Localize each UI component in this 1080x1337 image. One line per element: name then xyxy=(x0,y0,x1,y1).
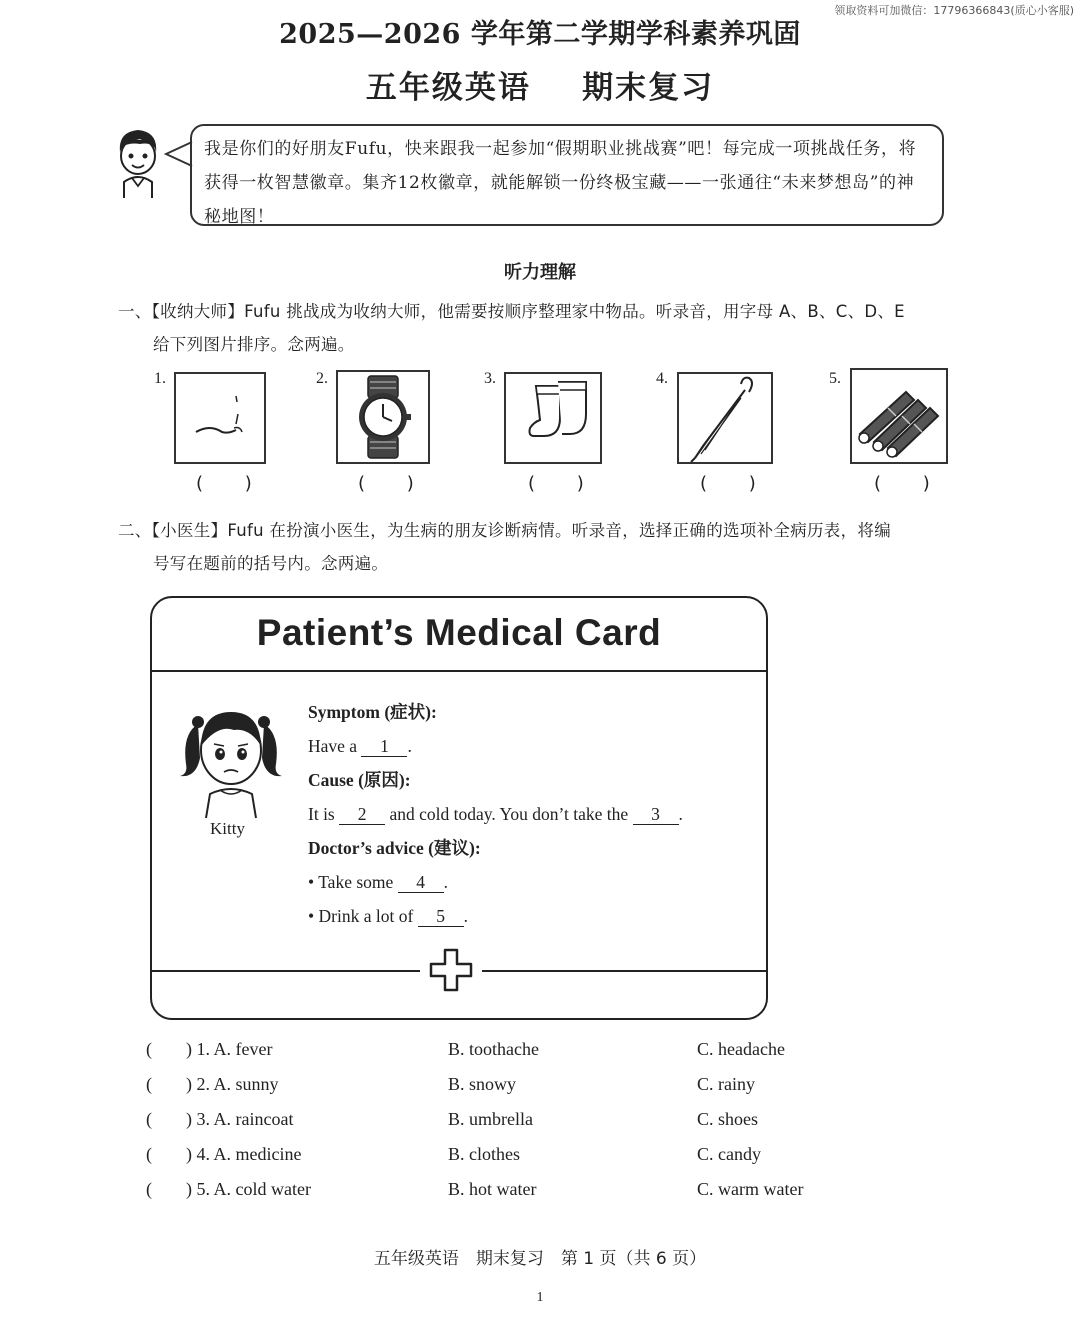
answer-paren-4[interactable]: ( ) xyxy=(700,473,774,494)
cause-text-2: and cold today. You don’t take the xyxy=(389,804,629,824)
option-a: ) 5. A. cold water xyxy=(186,1179,311,1199)
card-divider-bottom-left xyxy=(152,970,420,972)
umbrella-icon xyxy=(679,374,771,462)
option-c: C. headache xyxy=(697,1039,785,1059)
intro-speech-bubble: 我是你们的好朋友Fufu，快来跟我一起参加“假期职业挑战赛”吧！每完成一项挑战任务，将获得一枚智慧徽章。集齐12枚徽章，就能解锁一份终极宝藏——一张通往“未来梦想岛”的神秘地图！ xyxy=(190,124,944,226)
cause-label: Cause (原因): xyxy=(308,770,411,790)
picture-2-frame xyxy=(336,370,430,464)
option-a: ) 1. A. fever xyxy=(186,1039,273,1059)
option-row-4 xyxy=(146,1137,946,1172)
blank-5[interactable]: 5 xyxy=(418,906,464,927)
symptom-line xyxy=(308,732,683,766)
option-c: C. candy xyxy=(697,1144,761,1164)
page-footer: 五年级英语 期末复习 第 1 页（共 6 页） xyxy=(373,1249,707,1269)
option-a: ) 2. A. sunny xyxy=(186,1074,279,1094)
option-c: C. shoes xyxy=(697,1109,759,1129)
picture-5-number: 5. xyxy=(829,370,841,387)
option-b: B. snowy xyxy=(448,1074,517,1094)
option-row-2 xyxy=(146,1067,946,1102)
question-2-line2: 号写在题前的括号内。念两遍。 xyxy=(153,554,389,573)
medical-card-title: Patient’s Medical Card xyxy=(256,612,662,653)
wristwatch-icon xyxy=(338,372,428,462)
blank-2[interactable]: 2 xyxy=(339,804,385,825)
advice-label: Doctor’s advice (建议): xyxy=(308,838,481,858)
answer-paren-1[interactable]: ( ) xyxy=(196,473,270,494)
answer-paren-5[interactable]: ( ) xyxy=(874,473,948,494)
card-divider-bottom-right xyxy=(482,970,766,972)
section-heading-listening: 听力理解 xyxy=(504,262,576,283)
advice-line-2 xyxy=(308,902,683,936)
picture-4-number: 4. xyxy=(656,370,668,387)
answer-paren[interactable]: ( xyxy=(146,1039,152,1059)
symptom-label: Symptom (症状): xyxy=(308,702,437,722)
blank-1[interactable]: 1 xyxy=(361,736,407,757)
picture-1-frame xyxy=(174,372,266,464)
option-b: B. toothache xyxy=(448,1039,539,1059)
cause-text-1: It is xyxy=(308,804,335,824)
unclear-sketch-icon xyxy=(176,374,264,462)
option-b: B. umbrella xyxy=(448,1109,533,1129)
exam-title: 2025—2026 学年第二学期学科素养巩固 xyxy=(279,19,801,50)
question-2-line1: 二、【小医生】Fufu 在扮演小医生，为生病的朋友诊断病情。听录音，选择正确的选项补全病历表，将编 xyxy=(118,521,892,540)
question-2-instructions xyxy=(118,514,958,580)
bullet-icon: • xyxy=(308,906,315,926)
question-1-line2: 给下列图片排序。念两遍。 xyxy=(153,335,355,354)
grade-subject: 五年级英语 xyxy=(365,70,531,106)
option-row-1 xyxy=(146,1032,946,1067)
answer-paren[interactable]: ( xyxy=(146,1179,152,1199)
card-divider-top xyxy=(152,670,766,672)
option-row-3 xyxy=(146,1102,946,1137)
blank-4[interactable]: 4 xyxy=(398,872,444,893)
boy-mascot-icon xyxy=(110,126,166,202)
exam-subtitle xyxy=(0,62,1080,107)
page-number: 1 xyxy=(536,1290,544,1305)
patient-name: Kitty xyxy=(210,819,245,838)
option-a: ) 3. A. raincoat xyxy=(186,1109,294,1129)
answer-paren[interactable]: ( xyxy=(146,1144,152,1164)
advice-line-1 xyxy=(308,868,683,902)
review-label: 期末复习 xyxy=(582,70,715,106)
option-c: C. warm water xyxy=(697,1179,804,1199)
kitty-girl-icon xyxy=(176,700,286,820)
option-b: B. hot water xyxy=(448,1179,537,1199)
bullet-icon: • xyxy=(308,872,315,892)
watermark-text: 领取资料可加微信：17796366843(质心小客服) xyxy=(834,4,1074,17)
option-b: B. clothes xyxy=(448,1144,520,1164)
picture-3-number: 3. xyxy=(484,370,496,387)
cause-line xyxy=(308,800,683,834)
advice-text-1: Take some xyxy=(318,872,394,892)
answer-paren-3[interactable]: ( ) xyxy=(528,473,602,494)
socks-icon xyxy=(506,374,600,462)
picture-3-frame xyxy=(504,372,602,464)
medical-card-body xyxy=(308,698,683,936)
period: . xyxy=(463,906,469,926)
picture-4-frame xyxy=(677,372,773,464)
period: . xyxy=(678,804,683,824)
medical-cross-icon xyxy=(428,947,474,993)
symptom-text: Have a xyxy=(308,736,358,756)
answer-paren[interactable]: ( xyxy=(146,1109,152,1129)
option-row-5 xyxy=(146,1172,946,1207)
picture-2-number: 2. xyxy=(316,370,328,387)
crayons-icon xyxy=(852,370,946,462)
option-c: C. rainy xyxy=(697,1074,755,1094)
blank-3[interactable]: 3 xyxy=(633,804,679,825)
question-1-instructions xyxy=(118,295,958,361)
options-list xyxy=(146,1032,946,1207)
answer-paren-2[interactable]: ( ) xyxy=(358,473,432,494)
picture-1-number: 1. xyxy=(154,370,166,387)
advice-text-2: Drink a lot of xyxy=(318,906,414,926)
picture-5-frame xyxy=(850,368,948,464)
question-1-line1: 一、【收纳大师】Fufu 挑战成为收纳大师，他需要按顺序整理家中物品。听录音，用字母 A、B、C、D、E xyxy=(118,302,905,321)
option-a: ) 4. A. medicine xyxy=(186,1144,302,1164)
period: . xyxy=(407,736,412,756)
answer-paren[interactable]: ( xyxy=(146,1074,152,1094)
period: . xyxy=(443,872,449,892)
